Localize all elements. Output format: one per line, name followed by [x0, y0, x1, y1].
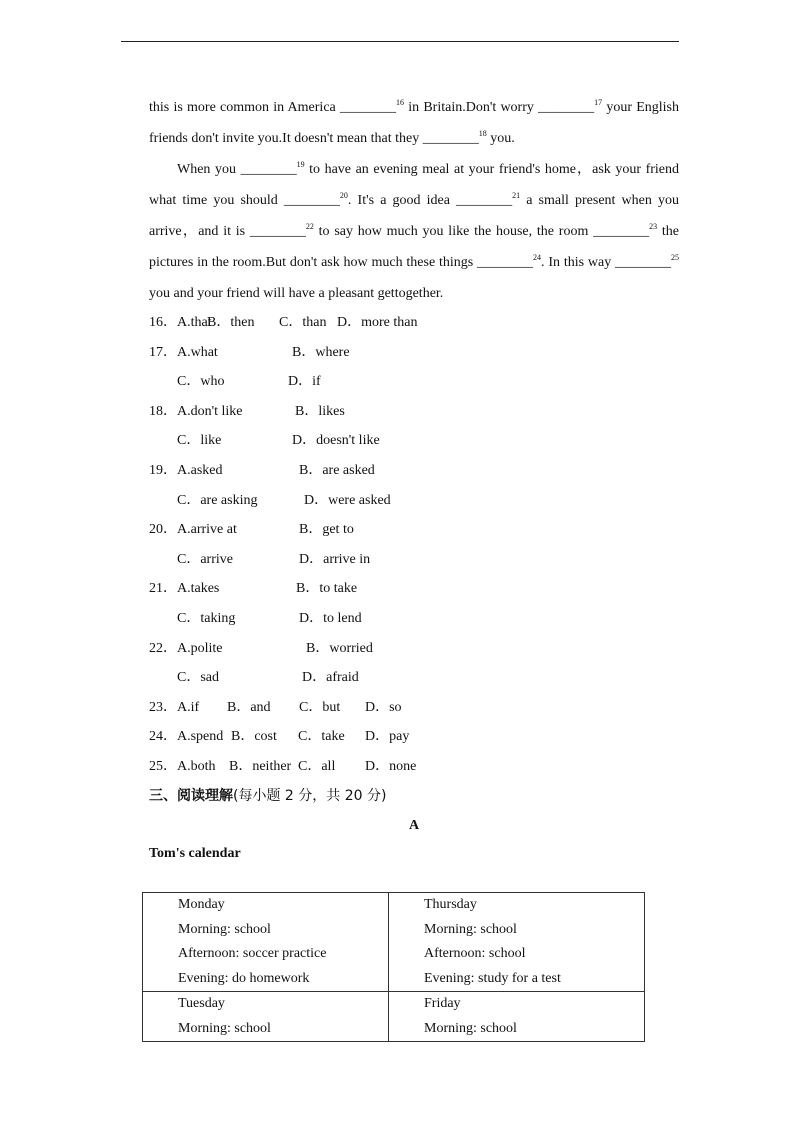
- answer-choice[interactable]: B．worried: [306, 640, 373, 656]
- answer-choice[interactable]: 25．A.both: [149, 758, 216, 774]
- blank-20[interactable]: ________: [283, 193, 340, 208]
- calendar-entry: Morning: school: [424, 1020, 517, 1036]
- blank-18[interactable]: ________: [422, 131, 479, 146]
- header-rule: [121, 41, 679, 42]
- calendar-day-cell: [389, 992, 645, 1042]
- blank-16[interactable]: ________: [339, 100, 396, 115]
- passage-part-2: [149, 154, 679, 309]
- calendar-entry: Afternoon: school: [424, 946, 526, 961]
- passage-part-1: [149, 92, 679, 154]
- option-row: [149, 367, 649, 397]
- answer-choice[interactable]: 22．A.polite: [149, 640, 223, 656]
- answer-choice[interactable]: C．like: [177, 433, 222, 449]
- passage-line: what time you should ________$^{20}$. It's a good idea ________$^{21}$ a small present when you: [149, 191, 679, 208]
- option-row: [149, 634, 649, 664]
- answer-choice[interactable]: B．cost: [231, 729, 277, 745]
- passage-line: friends don't invite you.It doesn't mean that they ________$^{18}$ you.: [149, 129, 515, 146]
- blank-19[interactable]: ________: [240, 162, 297, 177]
- answer-choice[interactable]: 18．A.don't like: [149, 403, 243, 419]
- passage-line: When you ________$^{19}$ to have an evening meal at your friend's home，ask your friend: [177, 160, 679, 177]
- answer-choice[interactable]: 21．A.takes: [149, 581, 220, 597]
- answer-choice[interactable]: D．none: [365, 758, 417, 774]
- option-row: [149, 486, 649, 516]
- answer-choice[interactable]: C．than: [279, 315, 327, 330]
- calendar-entry: Evening: do homework: [178, 970, 310, 986]
- calendar-row: [143, 992, 645, 1042]
- answer-choice[interactable]: C．take: [298, 729, 345, 745]
- blank-17[interactable]: ________: [538, 100, 595, 115]
- calendar-entry: Friday: [424, 996, 461, 1011]
- option-row: [149, 693, 649, 723]
- blank-21[interactable]: ________: [456, 193, 513, 208]
- passage-line: this is more common in America ________$^{16}$ in Britain.Don't worry ________$^{17}$ your English: [149, 98, 679, 115]
- answer-choice[interactable]: 24．A.spend: [149, 729, 224, 745]
- option-row: [149, 397, 649, 427]
- section-heading: 三、阅读理解(每小题 2 分，共 20 分): [149, 788, 387, 804]
- option-row: [149, 574, 649, 604]
- answer-choice[interactable]: 20．A.arrive at: [149, 522, 237, 538]
- answer-options: [149, 308, 649, 782]
- blank-25[interactable]: ________: [615, 255, 672, 270]
- answer-choice[interactable]: C．but: [299, 699, 341, 715]
- answer-choice[interactable]: 17．A.what: [149, 344, 218, 360]
- calendar-entry: Morning: school: [424, 921, 517, 937]
- answer-choice[interactable]: D．if: [288, 374, 321, 390]
- answer-choice[interactable]: 16．A.that: [149, 315, 212, 330]
- option-row: [149, 456, 649, 486]
- blank-22[interactable]: ________: [249, 224, 306, 239]
- calendar-row: [143, 893, 645, 992]
- answer-choice[interactable]: C．all: [298, 758, 336, 774]
- calendar-day-cell: [143, 992, 389, 1042]
- calendar-entry: Monday: [178, 897, 225, 912]
- answer-choice[interactable]: D．doesn't like: [292, 433, 380, 449]
- answer-choice[interactable]: 23．A.if: [149, 699, 200, 715]
- answer-choice[interactable]: D．arrive in: [299, 551, 371, 567]
- answer-choice[interactable]: B．neither: [229, 758, 292, 774]
- answer-choice[interactable]: C．who: [177, 374, 225, 390]
- answer-choice[interactable]: B．then: [207, 315, 255, 330]
- calendar-day-cell: [143, 893, 389, 992]
- option-row: [149, 722, 649, 752]
- answer-choice[interactable]: C．are asking: [177, 492, 258, 508]
- calendar-entry: Afternoon: soccer practice: [178, 946, 327, 961]
- answer-choice[interactable]: B．and: [227, 699, 271, 715]
- calendar-entry: Thursday: [424, 897, 477, 912]
- reading-label: A: [408, 818, 420, 833]
- answer-choice[interactable]: B．are asked: [299, 462, 375, 478]
- option-row: [149, 308, 649, 338]
- answer-choice[interactable]: 19．A.asked: [149, 462, 223, 478]
- calendar-day-cell: [389, 893, 645, 992]
- option-row: [149, 515, 649, 545]
- calendar-entry: Tuesday: [178, 996, 225, 1011]
- passage-line: you and your friend will have a pleasant gettogether.: [149, 286, 444, 301]
- answer-choice[interactable]: B．get to: [299, 522, 354, 538]
- option-row: [149, 663, 649, 693]
- answer-choice[interactable]: C．arrive: [177, 551, 233, 567]
- blank-23[interactable]: ________: [593, 224, 650, 239]
- answer-choice[interactable]: C．sad: [177, 670, 219, 686]
- answer-choice[interactable]: D．pay: [365, 729, 410, 745]
- calendar-entry: Evening: study for a test: [424, 970, 561, 986]
- answer-choice[interactable]: D．were asked: [304, 492, 391, 508]
- answer-choice[interactable]: D．afraid: [302, 670, 359, 686]
- option-row: [149, 426, 649, 456]
- option-row: [149, 338, 649, 368]
- option-row: [149, 545, 649, 575]
- answer-choice[interactable]: D．to lend: [299, 610, 362, 626]
- calendar-entry: Morning: school: [178, 921, 271, 937]
- calendar-title: Tom's calendar: [149, 846, 241, 861]
- calendar-entry: Morning: school: [178, 1020, 271, 1036]
- answer-choice[interactable]: B．where: [292, 344, 350, 360]
- blank-24[interactable]: ________: [477, 255, 534, 270]
- calendar-table: [142, 892, 645, 1042]
- answer-choice[interactable]: D．so: [365, 699, 402, 715]
- option-row: [149, 752, 649, 782]
- answer-choice[interactable]: D．more than: [337, 315, 418, 330]
- passage-line: pictures in the room.But don't ask how much these things ________$^{24}$. In this way ________$^{25}$: [149, 253, 680, 270]
- answer-choice[interactable]: B．likes: [295, 403, 345, 419]
- option-row: [149, 604, 649, 634]
- answer-choice[interactable]: B．to take: [296, 581, 358, 597]
- answer-choice[interactable]: C．taking: [177, 610, 236, 626]
- passage-line: arrive，and it is ________$^{22}$ to say how much you like the house, the room ________$^{23}$ the: [149, 222, 679, 239]
